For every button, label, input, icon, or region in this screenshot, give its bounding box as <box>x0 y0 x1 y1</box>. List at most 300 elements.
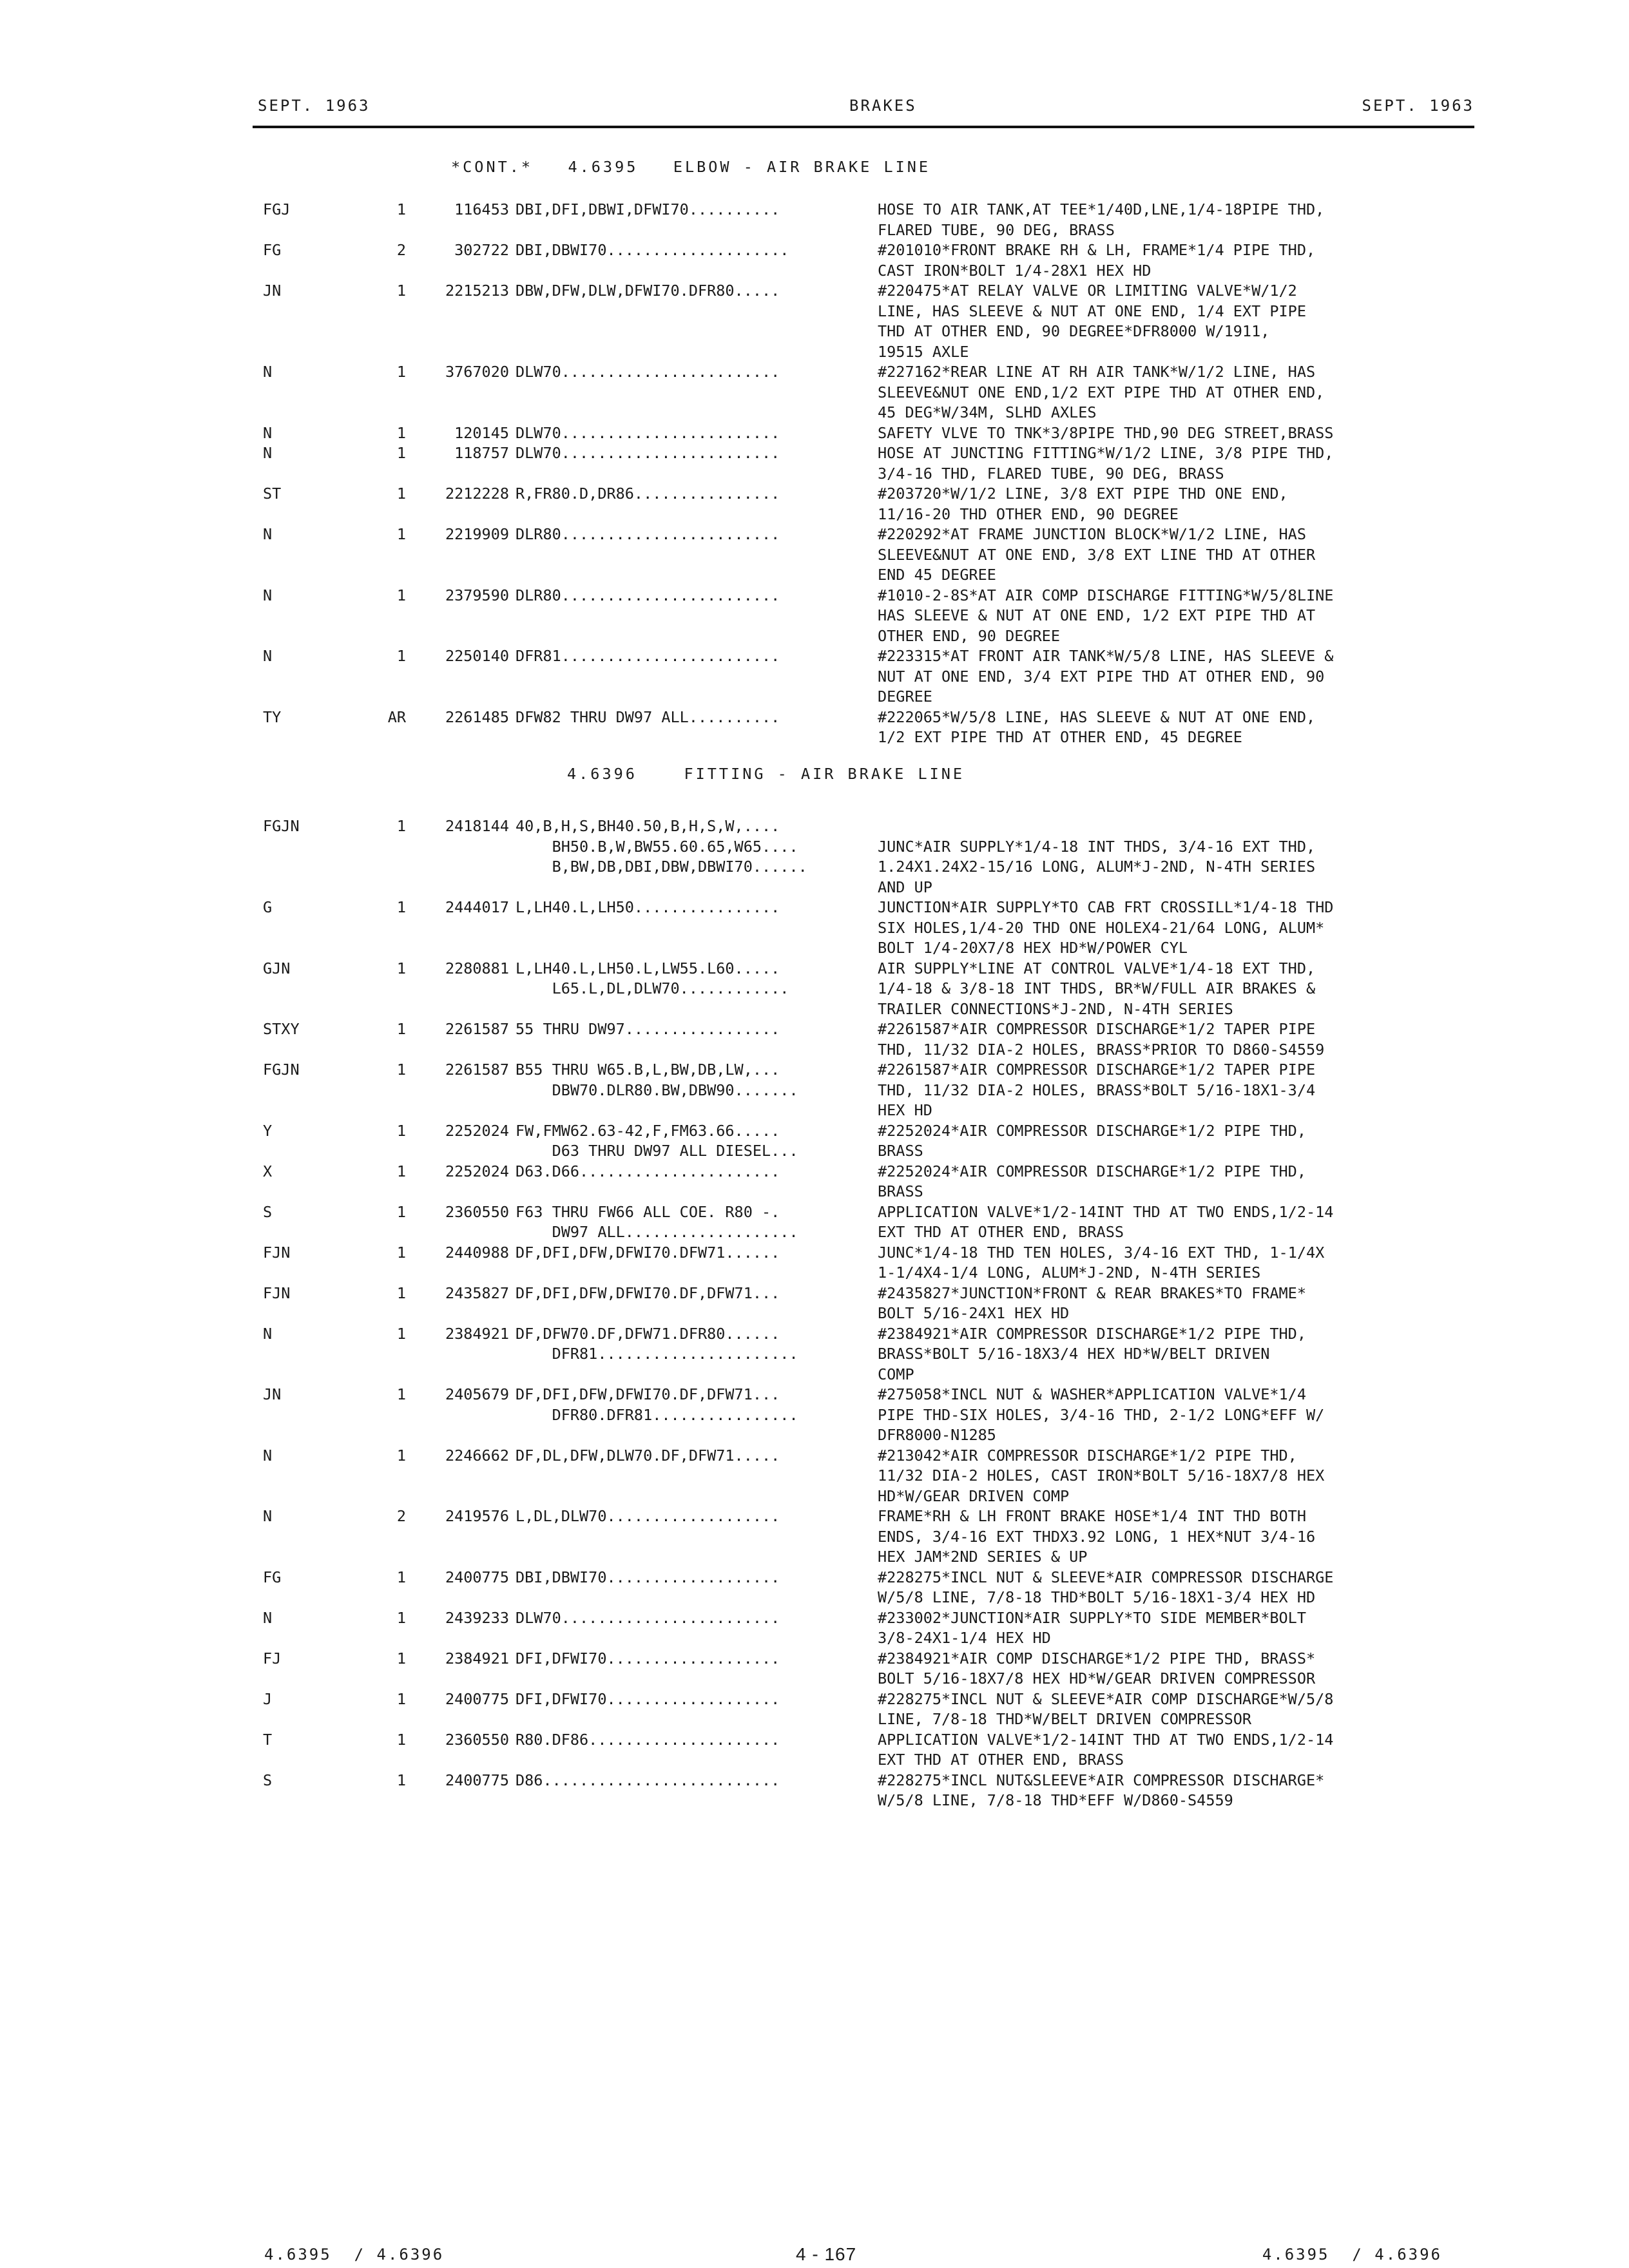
application-models <box>516 423 780 444</box>
application-line: D63.D66...................... <box>516 1162 780 1180</box>
application-line: DLW70........................ <box>516 444 780 462</box>
application-line: DLR80........................ <box>516 586 780 604</box>
parts-row <box>0 586 1629 647</box>
quantity: 1 <box>396 1202 406 1221</box>
description-line: #213042*AIR COMPRESSOR DISCHARGE*1/2 PIPE THD, <box>878 1446 1297 1465</box>
application-models <box>516 200 780 220</box>
description-line: JUNCTION*AIR SUPPLY*TO CAB FRT CROSSILL*1/4-18 THD <box>878 898 1334 916</box>
application-models <box>516 1121 798 1162</box>
application-line: DFW82 THRU DW97 ALL.......... <box>516 707 780 726</box>
part-description <box>878 1385 1324 1446</box>
quantity: 1 <box>396 1730 406 1749</box>
model-code: JN <box>263 1385 282 1403</box>
description-line: CAST IRON*BOLT 1/4-28X1 HEX HD <box>878 261 1152 280</box>
part-number: 2440988 <box>445 1243 509 1262</box>
part-description <box>878 1608 1306 1649</box>
description-line: PIPE THD-SIX HOLES, 3/4-16 THD, 2-1/2 LONG*EFF W/ <box>878 1405 1325 1424</box>
model-code: N <box>263 363 273 381</box>
description-line: AND UP <box>878 878 932 896</box>
model-code: FJN <box>263 1283 291 1302</box>
application-line: FW,FMW62.63-42,F,FM63.66..... <box>516 1121 780 1140</box>
quantity: 2 <box>396 241 406 259</box>
part-description <box>878 816 1315 898</box>
part-number: 2261587 <box>445 1020 509 1038</box>
application-line: DW97 ALL................... <box>516 1223 798 1241</box>
parts-row <box>0 1324 1629 1385</box>
description-line: #233002*JUNCTION*AIR SUPPLY*TO SIDE MEMBER*BOLT <box>878 1608 1306 1627</box>
application-models <box>516 1202 798 1243</box>
part-description <box>878 524 1315 586</box>
parts-row <box>0 1385 1629 1446</box>
description-line: 11/16-20 THD OTHER END, 90 DEGREE <box>878 505 1179 523</box>
parts-row <box>0 281 1629 362</box>
part-number: 2418144 <box>445 817 509 835</box>
part-description <box>878 1283 1306 1324</box>
application-models <box>516 1019 780 1040</box>
model-code: GJN <box>263 959 291 977</box>
application-line: 40,B,H,S,BH40.50,B,H,S,W,.... <box>516 817 780 835</box>
description-line: LINE, 7/8-18 THD*W/BELT DRIVEN COMPRESSOR <box>878 1710 1252 1728</box>
part-number: 2360550 <box>445 1730 509 1749</box>
description-line <box>878 816 1315 837</box>
part-description <box>878 959 1315 1020</box>
section-title-fitting: 4.6396 FITTING - AIR BRAKE LINE <box>567 765 965 783</box>
part-number: 116453 <box>454 200 509 218</box>
footer-ref-right: 4.6395 / 4.6396 <box>1262 2245 1442 2263</box>
application-line: B55 THRU W65.B,L,BW,DB,LW,... <box>516 1061 780 1079</box>
part-number: 2360550 <box>445 1202 509 1221</box>
parts-row <box>0 362 1629 423</box>
section-title-elbow: *CONT.* 4.6395 ELBOW - AIR BRAKE LINE <box>451 158 931 176</box>
description-line: #222065*W/5/8 LINE, HAS SLEEVE & NUT AT ONE END, <box>878 707 1316 726</box>
application-line: D63 THRU DW97 ALL DIESEL... <box>516 1142 798 1160</box>
description-line: BOLT 5/16-18X7/8 HEX HD*W/GEAR DRIVEN COMPRESSOR <box>878 1669 1316 1687</box>
model-code: N <box>263 586 273 604</box>
part-description <box>878 707 1315 748</box>
description-line: OTHER END, 90 DEGREE <box>878 626 1060 645</box>
description-line: 1/4-18 & 3/8-18 INT THDS, BR*W/FULL AIR BRAKES & <box>878 979 1316 997</box>
description-line: HEX JAM*2ND SERIES & UP <box>878 1548 1088 1566</box>
application-models <box>516 240 789 261</box>
description-line: COMP <box>878 1365 914 1383</box>
application-line: DFR80.DFR81................ <box>516 1405 798 1424</box>
description-line: #220292*AT FRAME JUNCTION BLOCK*W/1/2 LINE, HAS <box>878 525 1306 543</box>
application-line: L,LH40.L,LH50.L,LW55.L60..... <box>516 959 780 977</box>
part-number: 120145 <box>454 423 509 442</box>
part-number: 3767020 <box>445 363 509 381</box>
description-line: BRASS <box>878 1182 923 1200</box>
model-code: FG <box>263 241 282 259</box>
parts-row <box>0 1243 1629 1283</box>
parts-row <box>0 524 1629 586</box>
application-line: DBI,DFI,DBWI,DFWI70.......... <box>516 200 780 218</box>
part-description <box>878 281 1306 362</box>
part-number: 2400775 <box>445 1771 509 1789</box>
quantity: 1 <box>396 898 406 916</box>
parts-row <box>0 1771 1629 1811</box>
parts-row <box>0 646 1629 707</box>
part-description <box>878 1730 1333 1771</box>
description-line: #228275*INCL NUT & SLEEVE*AIR COMPRESSOR DISCHARGE <box>878 1568 1334 1586</box>
part-description <box>878 1771 1324 1811</box>
parts-row <box>0 1283 1629 1324</box>
quantity: 1 <box>396 525 406 543</box>
description-line: JUNC*1/4-18 THD TEN HOLES, 3/4-16 EXT THD, 1-1/4X <box>878 1243 1325 1262</box>
application-models <box>516 1608 780 1629</box>
parts-row <box>0 1506 1629 1568</box>
part-number: 2250140 <box>445 647 509 665</box>
parts-row <box>0 200 1629 240</box>
application-models <box>516 1730 780 1751</box>
model-code: STXY <box>263 1020 300 1038</box>
model-code: X <box>263 1162 273 1180</box>
parts-row <box>0 816 1629 898</box>
description-line: #201010*FRONT BRAKE RH & LH, FRAME*1/4 PIPE THD, <box>878 241 1316 259</box>
description-line: THD AT OTHER END, 90 DEGREE*DFR8000 W/1911, <box>878 322 1270 340</box>
part-description <box>878 484 1288 524</box>
parts-row <box>0 1608 1629 1649</box>
description-line: #2384921*AIR COMP DISCHARGE*1/2 PIPE THD, BRASS* <box>878 1649 1316 1667</box>
part-description <box>878 1324 1306 1385</box>
application-models <box>516 646 780 667</box>
application-models <box>516 707 780 728</box>
quantity: 1 <box>396 1121 406 1140</box>
model-code: FJN <box>263 1243 291 1262</box>
part-description <box>878 1019 1324 1060</box>
application-line: F63 THRU FW66 ALL COE. R80 -. <box>516 1202 780 1221</box>
application-models <box>516 1568 780 1588</box>
model-code: S <box>263 1202 273 1221</box>
parts-row <box>0 1689 1629 1730</box>
parts-row <box>0 1649 1629 1689</box>
parts-row <box>0 898 1629 959</box>
part-number: 2435827 <box>445 1283 509 1302</box>
description-line: FRAME*RH & LH FRONT BRAKE HOSE*1/4 INT THD BOTH <box>878 1507 1306 1525</box>
parts-row <box>0 484 1629 524</box>
part-number: 2252024 <box>445 1121 509 1140</box>
model-code: S <box>263 1771 273 1789</box>
quantity: 1 <box>396 282 406 300</box>
quantity: 1 <box>396 1446 406 1465</box>
part-description <box>878 443 1333 484</box>
quantity: 1 <box>396 1162 406 1180</box>
description-line: EXT THD AT OTHER END, BRASS <box>878 1223 1124 1241</box>
description-line: APPLICATION VALVE*1/2-14INT THD AT TWO ENDS,1/2-14 <box>878 1202 1334 1221</box>
part-description <box>878 1121 1306 1162</box>
parts-list-elbow <box>0 200 1629 748</box>
parts-row <box>0 1019 1629 1060</box>
model-code: N <box>263 423 273 442</box>
header-rule <box>253 126 1474 128</box>
description-line: #203720*W/1/2 LINE, 3/8 EXT PIPE THD ONE END, <box>878 485 1288 503</box>
application-line: DLW70........................ <box>516 363 780 381</box>
description-line: 1-1/4X4-1/4 LONG, ALUM*J-2ND, N-4TH SERIES <box>878 1264 1261 1282</box>
description-line: 11/32 DIA-2 HOLES, CAST IRON*BOLT 5/16-18X7/8 HEX <box>878 1466 1325 1485</box>
parts-row <box>0 423 1629 444</box>
part-number: 2384921 <box>445 1324 509 1343</box>
description-line: #2384921*AIR COMPRESSOR DISCHARGE*1/2 PIPE THD, <box>878 1324 1306 1343</box>
parts-row <box>0 1202 1629 1243</box>
description-line: THD, 11/32 DIA-2 HOLES, BRASS*BOLT 5/16-18X1-3/4 <box>878 1081 1316 1099</box>
application-line: DFI,DFWI70................... <box>516 1689 780 1708</box>
application-models <box>516 1243 780 1264</box>
description-line: #1010-2-8S*AT AIR COMP DISCHARGE FITTING*W/5/8LINE <box>878 586 1334 604</box>
application-models <box>516 362 780 383</box>
parts-row <box>0 443 1629 484</box>
description-line: EXT THD AT OTHER END, BRASS <box>878 1751 1124 1769</box>
description-line: #2252024*AIR COMPRESSOR DISCHARGE*1/2 PIPE THD, <box>878 1162 1306 1180</box>
quantity: 1 <box>396 1608 406 1627</box>
application-models <box>516 1446 780 1466</box>
parts-row <box>0 240 1629 281</box>
description-line: #2252024*AIR COMPRESSOR DISCHARGE*1/2 PIPE THD, <box>878 1121 1306 1140</box>
quantity: 1 <box>396 586 406 604</box>
model-code: TY <box>263 707 282 726</box>
description-line: DEGREE <box>878 687 932 706</box>
quantity: 1 <box>396 1020 406 1038</box>
application-line: DBW,DFW,DLW,DFWI70.DFR80..... <box>516 282 780 300</box>
quantity: 1 <box>396 1771 406 1789</box>
part-number: 2405679 <box>445 1385 509 1403</box>
part-number: 118757 <box>454 444 509 462</box>
description-line: JUNC*AIR SUPPLY*1/4-18 INT THDS, 3/4-16 EXT THD, <box>878 837 1316 856</box>
description-line: #220475*AT RELAY VALVE OR LIMITING VALVE*W/1/2 <box>878 282 1297 300</box>
part-description <box>878 1649 1315 1689</box>
model-code: N <box>263 1507 273 1525</box>
part-description <box>878 1243 1324 1283</box>
parts-row <box>0 1162 1629 1202</box>
description-line: #223315*AT FRONT AIR TANK*W/5/8 LINE, HAS SLEEVE & <box>878 647 1334 665</box>
description-line: HEX HD <box>878 1101 932 1119</box>
header-section-title: BRAKES <box>849 97 917 115</box>
part-number: 2379590 <box>445 586 509 604</box>
parts-list-fitting <box>0 807 1629 1811</box>
application-line: DF,DFW70.DF,DFW71.DFR80...... <box>516 1324 780 1343</box>
application-line: DF,DL,DFW,DLW70.DF,DFW71..... <box>516 1446 780 1465</box>
description-line: THD, 11/32 DIA-2 HOLES, BRASS*PRIOR TO D860-S4559 <box>878 1040 1325 1059</box>
quantity: 1 <box>396 959 406 977</box>
description-line: 1.24X1.24X2-15/16 LONG, ALUM*J-2ND, N-4TH SERIES <box>878 858 1316 876</box>
application-models <box>516 524 780 545</box>
part-number: 2419576 <box>445 1507 509 1525</box>
model-code: FGJN <box>263 817 300 835</box>
application-line: DBW70.DLR80.BW,DBW90....... <box>516 1081 798 1099</box>
part-number: 2212228 <box>445 485 509 503</box>
part-number: 2252024 <box>445 1162 509 1180</box>
quantity: 2 <box>396 1507 406 1525</box>
application-models <box>516 816 807 878</box>
quantity: 1 <box>396 485 406 503</box>
model-code: N <box>263 444 273 462</box>
application-line: DBI,DBWI70.................... <box>516 241 789 259</box>
description-line: SIX HOLES,1/4-20 THD ONE HOLEX4-21/64 LONG, ALUM* <box>878 918 1325 937</box>
description-line: END 45 DEGREE <box>878 566 996 584</box>
quantity: 1 <box>396 1283 406 1302</box>
application-line: DFI,DFWI70................... <box>516 1649 780 1667</box>
model-code: FJ <box>263 1649 282 1667</box>
application-line: DBI,DBWI70................... <box>516 1568 780 1586</box>
application-line: 55 THRU DW97................. <box>516 1020 780 1038</box>
page-number: 4 - 167 <box>796 2244 857 2264</box>
parts-row <box>0 1730 1629 1771</box>
description-line: ENDS, 3/4-16 EXT THDX3.92 LONG, 1 HEX*NUT 3/4-16 <box>878 1527 1316 1546</box>
application-line: DFR81...................... <box>516 1345 798 1363</box>
description-line: DFR8000-N1285 <box>878 1426 996 1444</box>
part-number: 2219909 <box>445 525 509 543</box>
description-line: HD*W/GEAR DRIVEN COMP <box>878 1486 1070 1505</box>
part-number: 2400775 <box>445 1689 509 1708</box>
application-line: DF,DFI,DFW,DFWI70.DFW71...... <box>516 1243 780 1262</box>
description-line: BRASS <box>878 1142 923 1160</box>
quantity: 1 <box>396 647 406 665</box>
application-models <box>516 1689 780 1710</box>
description-line: HOSE AT JUNCTING FITTING*W/1/2 LINE, 3/8 PIPE THD, <box>878 444 1334 462</box>
part-description <box>878 898 1333 959</box>
part-number: 2400775 <box>445 1568 509 1586</box>
description-line: 19515 AXLE <box>878 342 969 361</box>
description-line: SLEEVE&NUT ONE END,1/2 EXT PIPE THD AT OTHER END, <box>878 383 1325 401</box>
description-line: #2435827*JUNCTION*FRONT & REAR BRAKES*TO FRAME* <box>878 1283 1306 1302</box>
part-description <box>878 1446 1324 1507</box>
part-number: 2215213 <box>445 282 509 300</box>
description-line: #2261587*AIR COMPRESSOR DISCHARGE*1/2 TAPER PIPE <box>878 1061 1316 1079</box>
header-date-right: SEPT. 1963 <box>1362 97 1474 115</box>
application-line: DFR81........................ <box>516 647 780 665</box>
part-description <box>878 1162 1306 1202</box>
application-models <box>516 1162 780 1182</box>
part-description <box>878 423 1333 444</box>
application-models <box>516 484 780 505</box>
part-description <box>878 240 1315 281</box>
application-models <box>516 959 789 999</box>
application-models <box>516 281 780 302</box>
quantity: 1 <box>396 1243 406 1262</box>
model-code: FGJ <box>263 200 291 218</box>
description-line: #228275*INCL NUT & SLEEVE*AIR COMP DISCHARGE*W/5/8 <box>878 1689 1334 1708</box>
part-number: 2444017 <box>445 898 509 916</box>
model-code: FGJN <box>263 1061 300 1079</box>
description-line: BOLT 1/4-20X7/8 HEX HD*W/POWER CYL <box>878 939 1188 957</box>
application-models <box>516 1771 780 1791</box>
application-models <box>516 1649 780 1669</box>
quantity: 1 <box>396 1385 406 1403</box>
part-description <box>878 1506 1315 1568</box>
parts-row <box>0 1060 1629 1121</box>
model-code: N <box>263 1608 273 1627</box>
quantity: 1 <box>396 1649 406 1667</box>
description-line: 3/8-24X1-1/4 HEX HD <box>878 1629 1051 1647</box>
application-models <box>516 1385 798 1425</box>
model-code: G <box>263 898 273 916</box>
part-description <box>878 200 1324 240</box>
part-number: 2384921 <box>445 1649 509 1667</box>
parts-row <box>0 959 1629 1020</box>
application-line: B,BW,DB,DBI,DBW,DBWI70...... <box>516 858 807 876</box>
parts-row <box>0 1121 1629 1162</box>
description-line: HAS SLEEVE & NUT AT ONE END, 1/2 EXT PIPE THD AT <box>878 606 1316 624</box>
part-number: 2261587 <box>445 1061 509 1079</box>
description-line: #228275*INCL NUT&SLEEVE*AIR COMPRESSOR DISCHARGE* <box>878 1771 1325 1789</box>
part-number: 2261485 <box>445 707 509 726</box>
footer-ref-left: 4.6395 / 4.6396 <box>264 2245 445 2263</box>
quantity: 1 <box>396 423 406 442</box>
quantity: AR <box>387 707 406 726</box>
description-line: W/5/8 LINE, 7/8-18 THD*BOLT 5/16-18X1-3/4 HEX HD <box>878 1588 1316 1606</box>
quantity: 1 <box>396 1324 406 1343</box>
application-line: L65.L,DL,DLW70............ <box>516 979 789 997</box>
application-line: BH50.B,W,BW55.60.65,W65.... <box>516 837 798 856</box>
application-models <box>516 1506 780 1527</box>
application-models <box>516 1283 780 1304</box>
quantity: 1 <box>396 363 406 381</box>
application-models <box>516 898 780 918</box>
parts-row <box>0 1568 1629 1608</box>
parts-row <box>0 1446 1629 1507</box>
quantity: 1 <box>396 817 406 835</box>
description-line: SAFETY VLVE TO TNK*3/8PIPE THD,90 DEG STREET,BRASS <box>878 423 1334 442</box>
part-description <box>878 646 1333 707</box>
header-date-left: SEPT. 1963 <box>258 97 371 115</box>
application-line: DLW70........................ <box>516 423 780 442</box>
model-code: J <box>263 1689 273 1708</box>
application-models <box>516 443 780 464</box>
model-code: Y <box>263 1121 273 1140</box>
description-line: BOLT 5/16-24X1 HEX HD <box>878 1304 1070 1322</box>
part-description <box>878 1568 1333 1608</box>
model-code: N <box>263 525 273 543</box>
model-code: N <box>263 1324 273 1343</box>
description-line: 45 DEG*W/34M, SLHD AXLES <box>878 403 1097 421</box>
application-line: DLW70........................ <box>516 1608 780 1627</box>
part-description <box>878 1689 1333 1730</box>
description-line: LINE, HAS SLEEVE & NUT AT ONE END, 1/4 EXT PIPE <box>878 302 1306 320</box>
description-line: APPLICATION VALVE*1/2-14INT THD AT TWO ENDS,1/2-14 <box>878 1730 1334 1749</box>
quantity: 1 <box>396 444 406 462</box>
description-line: AIR SUPPLY*LINE AT CONTROL VALVE*1/4-18 EXT THD, <box>878 959 1316 977</box>
application-line: D86.......................... <box>516 1771 780 1789</box>
model-code: N <box>263 647 273 665</box>
description-line: #227162*REAR LINE AT RH AIR TANK*W/1/2 LINE, HAS <box>878 363 1316 381</box>
application-models <box>516 586 780 606</box>
part-description <box>878 586 1333 647</box>
part-description <box>878 362 1324 423</box>
quantity: 1 <box>396 1689 406 1708</box>
application-line: DF,DFI,DFW,DFWI70.DF,DFW71... <box>516 1283 780 1302</box>
part-number: 302722 <box>454 241 509 259</box>
description-line: HOSE TO AIR TANK,AT TEE*1/40D,LNE,1/4-18PIPE THD, <box>878 200 1325 218</box>
part-description <box>878 1060 1315 1121</box>
description-line: TRAILER CONNECTIONS*J-2ND, N-4TH SERIES <box>878 999 1233 1018</box>
part-number: 2246662 <box>445 1446 509 1465</box>
description-line: #275058*INCL NUT & WASHER*APPLICATION VALVE*1/4 <box>878 1385 1306 1403</box>
part-number: 2439233 <box>445 1608 509 1627</box>
model-code: JN <box>263 282 282 300</box>
description-line: NUT AT ONE END, 3/4 EXT PIPE THD AT OTHER END, 90 <box>878 667 1325 686</box>
application-line: R,FR80.D,DR86................ <box>516 485 780 503</box>
quantity: 1 <box>396 1061 406 1079</box>
application-line: L,LH40.L,LH50................ <box>516 898 780 916</box>
application-line: R80.DF86..................... <box>516 1730 780 1749</box>
description-line: W/5/8 LINE, 7/8-18 THD*EFF W/D860-S4559 <box>878 1791 1233 1809</box>
quantity: 1 <box>396 1568 406 1586</box>
application-line: DF,DFI,DFW,DFWI70.DF,DFW71... <box>516 1385 780 1403</box>
description-line: 3/4-16 THD, FLARED TUBE, 90 DEG, BRASS <box>878 464 1224 483</box>
parts-row <box>0 707 1629 748</box>
description-line: SLEEVE&NUT AT ONE END, 3/8 EXT LINE THD AT OTHER <box>878 545 1316 564</box>
description-line: 1/2 EXT PIPE THD AT OTHER END, 45 DEGREE <box>878 728 1242 746</box>
description-line: BRASS*BOLT 5/16-18X3/4 HEX HD*W/BELT DRIVEN <box>878 1345 1270 1363</box>
application-line: DLR80........................ <box>516 525 780 543</box>
